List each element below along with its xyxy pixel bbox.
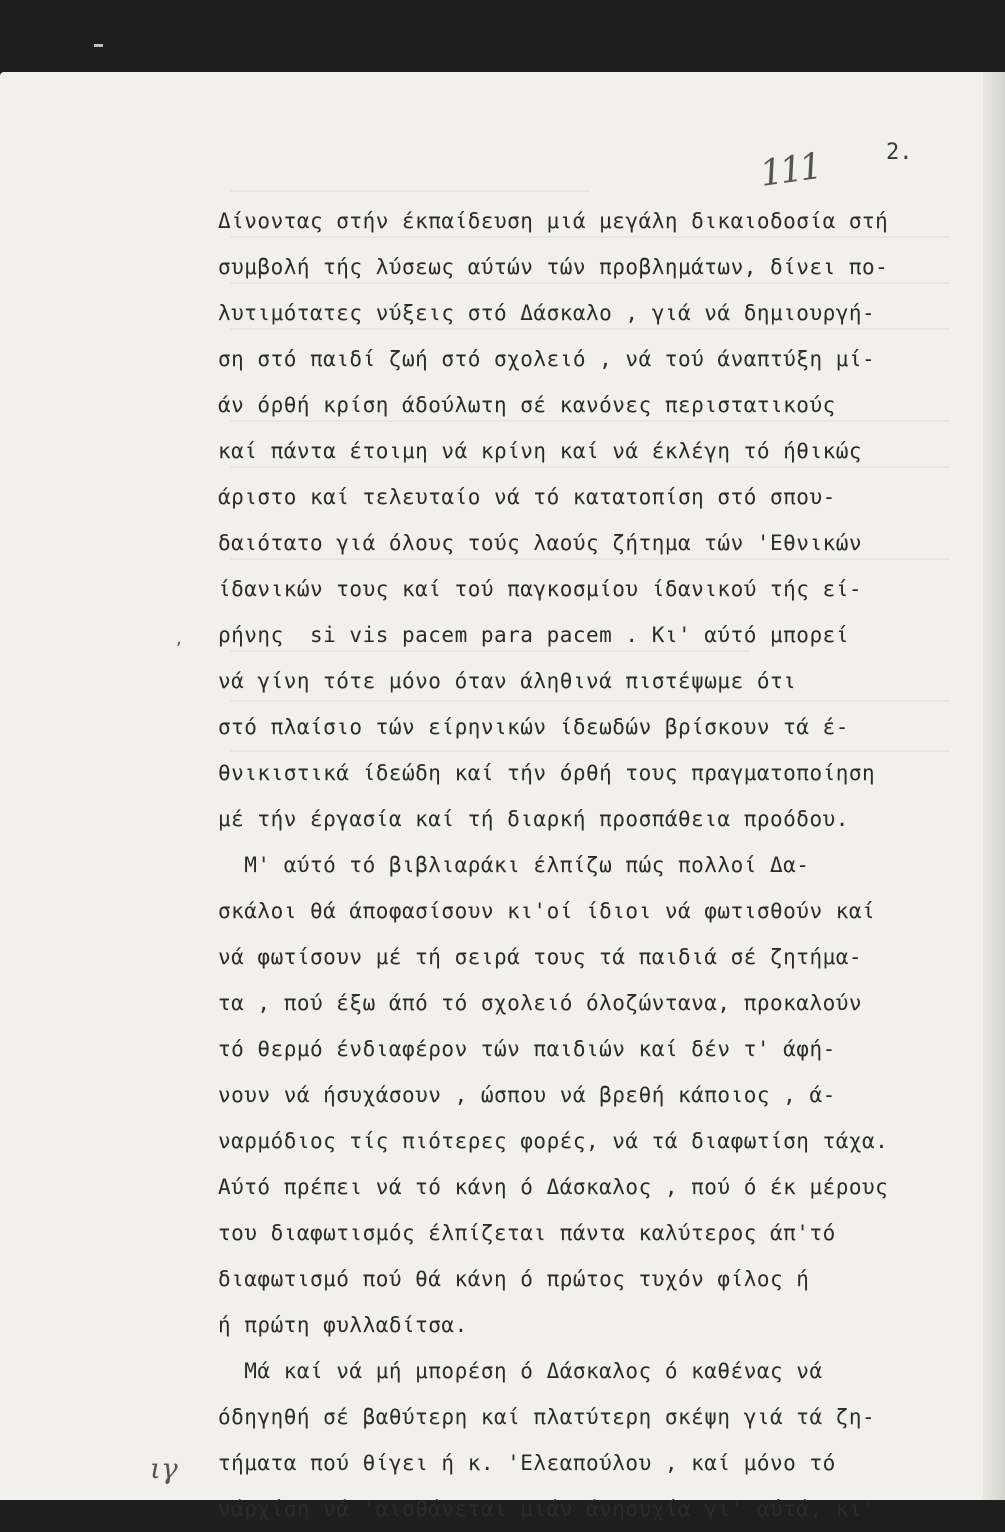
text-line: μέ τήν έργασία καί τή διαρκή προσπάθεια προόδου. [218,807,849,831]
text-line: Μά καί νά μή μπορέση ό Δάσκαλος ό καθένας νά [218,1359,823,1383]
typewritten-body [218,198,978,1532]
text-line: νά φωτίσουν μέ τή σειρά τους τά παιδιά σέ ζητήμα- [218,945,863,969]
text-line: ή πρώτη φυλλαδίτσα. [218,1313,468,1337]
handwritten-page-number: 111 [757,146,823,195]
text-line: νά γίνη τότε μόνο όταν άληθινά πιστέψωμε ότι [218,669,797,693]
text-line: στό πλαίσιο τών είρηνικών ίδεωδών βρίσκουν τά έ- [218,715,849,739]
text-line: τα , πού έξω άπό τό σχολειό όλοζώντανα, προκαλούν [218,991,863,1015]
text-line: σκάλοι θά άποφασίσουν κι'οί ίδιοι νά φωτισθούν καί [218,899,876,923]
text-line: διαφωτισμό πού θά κάνη ό πρώτος τυχόν φίλος ή [218,1267,810,1291]
text-line: τό θερμό ένδιαφέρον τών παιδιών καί δέν τ' άφή- [218,1037,836,1061]
text-line-with-handwriting: ρήνης si vis pacem para pacem . Κι' αύτό μπορεί [218,623,849,647]
page-edge [983,72,1005,1500]
text-line: Μ' αύτό τό βιβλιαράκι έλπίζω πώς πολλοί Δα- [218,853,810,877]
text-line: άριστο καί τελευταίο νά τό κατατοπίση στό σπου- [218,485,836,509]
text-line: δαιότατο γιά όλους τούς λαούς ζήτημα τών 'Εθνικών [218,531,863,555]
text-line: Δίνοντας στήν έκπαίδευση μιά μεγάλη δικαιοδοσία στή [218,209,889,233]
text-line: άν όρθή κρίση άδούλωτη σέ κανόνες περιστατικούς [218,393,836,417]
text-line: νάρχίση νά 'αισθάνεται μιάν άνησυχία γι' αύτά, κι' [218,1497,876,1521]
text-line: ναρμόδιος τίς πιότερες φορές, νά τά διαφωτίση τάχα. [218,1129,889,1153]
text-line: του διαφωτισμός έλπίζεται πάντα καλύτερος άπ'τό [218,1221,836,1245]
text-line: λυτιμότατες νύξεις στό Δάσκαλο , γιά νά δημιουργή- [218,301,876,325]
text-line: ση στό παιδί ζωή στό σχολειό , νά τού άναπτύξη μί- [218,347,876,371]
text-line: Αύτό πρέπει νά τό κάνη ό Δάσκαλος , πού ό έκ μέρους [218,1175,889,1199]
text-line: όδηγηθή σέ βαθύτερη καί πλατύτερη σκέψη γιά τά ζη- [218,1405,876,1429]
text-line: ίδανικών τους καί τού παγκοσμίου ίδανικού τής εί- [218,577,863,601]
page-number: 2. [886,140,913,165]
text-line: τήματα πού θίγει ή κ. 'Ελεαπούλου , καί μόνο τό [218,1451,836,1475]
text-line: νουν νά ήσυχάσουν , ώσπου νά βρεθή κάποιος , ά- [218,1083,836,1107]
text-line: καί πάντα έτοιμη νά κρίνη καί νά έκλέγη τό ήθικώς [218,439,863,463]
margin-initials: ιγ [150,1452,178,1485]
scan-artifact [94,44,103,47]
text-line: θνικιστικά ίδεώδη καί τήν όρθή τους πραγματοποίηση [218,761,876,785]
text-line: συμβολή τής λύσεως αύτών τών προβλημάτων, δίνει πο- [218,255,889,279]
margin-mark: , [176,628,182,649]
